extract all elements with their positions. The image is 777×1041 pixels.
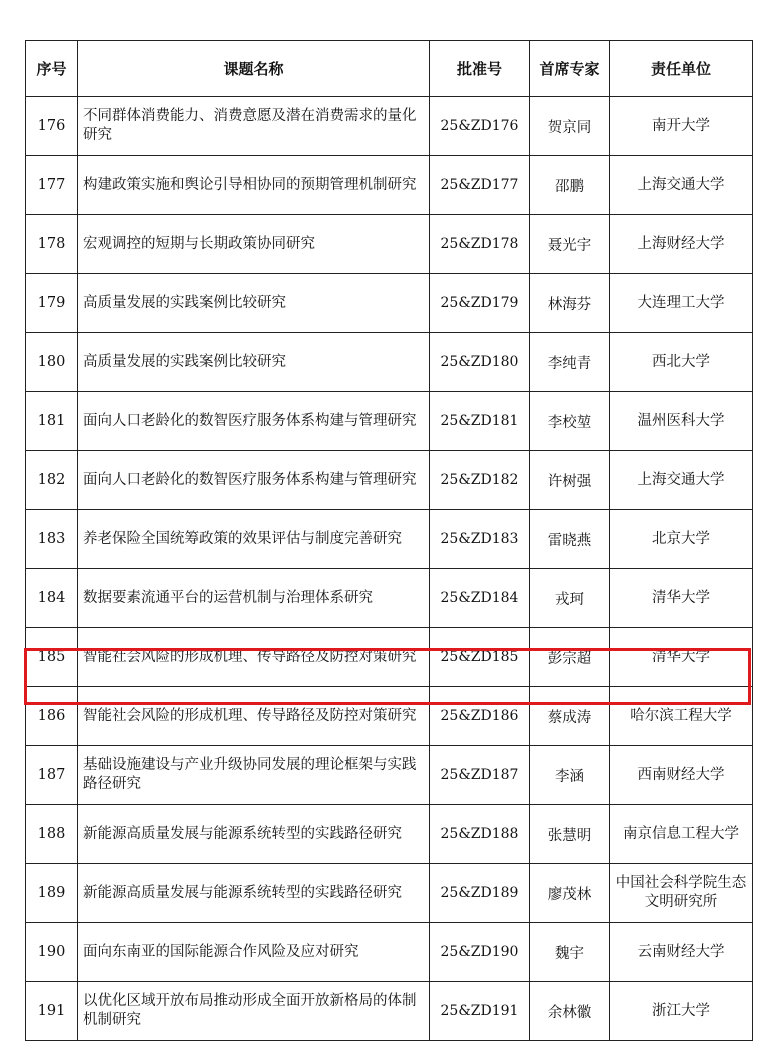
table-header-row (26, 41, 753, 97)
table-body (26, 97, 753, 1041)
cell-unit: 上海交通大学 (610, 156, 753, 215)
table-row (26, 451, 753, 510)
cell-title: 构建政策实施和舆论引导相协同的预期管理机制研究 (78, 156, 430, 215)
cell-code: 25&ZD177 (430, 156, 530, 215)
table-row (26, 746, 753, 805)
cell-expert: 林海芬 (530, 274, 610, 333)
table-row (26, 805, 753, 864)
cell-unit: 温州医科大学 (610, 392, 753, 451)
cell-expert: 雷晓燕 (530, 510, 610, 569)
cell-title: 数据要素流通平台的运营机制与治理体系研究 (78, 569, 430, 628)
cell-code: 25&ZD182 (430, 451, 530, 510)
cell-unit: 哈尔滨工程大学 (610, 687, 753, 746)
table-row (26, 982, 753, 1041)
cell-code: 25&ZD176 (430, 97, 530, 156)
table-row (26, 215, 753, 274)
cell-expert: 张慧明 (530, 805, 610, 864)
cell-unit: 浙江大学 (610, 982, 753, 1041)
cell-title: 高质量发展的实践案例比较研究 (78, 274, 430, 333)
cell-expert: 贺京同 (530, 97, 610, 156)
cell-expert: 余林徽 (530, 982, 610, 1041)
cell-code: 25&ZD179 (430, 274, 530, 333)
cell-code: 25&ZD188 (430, 805, 530, 864)
table-row (26, 687, 753, 746)
table-row (26, 569, 753, 628)
cell-no: 179 (26, 274, 78, 333)
cell-unit: 西北大学 (610, 333, 753, 392)
cell-title: 基础设施建设与产业升级协同发展的理论框架与实践路径研究 (78, 746, 430, 805)
cell-expert: 许树强 (530, 451, 610, 510)
cell-title: 面向东南亚的国际能源合作风险及应对研究 (78, 923, 430, 982)
cell-title: 面向人口老龄化的数智医疗服务体系构建与管理研究 (78, 392, 430, 451)
cell-expert: 聂光宇 (530, 215, 610, 274)
cell-title: 新能源高质量发展与能源系统转型的实践路径研究 (78, 805, 430, 864)
header-no: 序号 (26, 41, 78, 97)
cell-title: 养老保险全国统筹政策的效果评估与制度完善研究 (78, 510, 430, 569)
cell-title: 不同群体消费能力、消费意愿及潜在消费需求的量化研究 (78, 97, 430, 156)
cell-code: 25&ZD190 (430, 923, 530, 982)
cell-unit: 北京大学 (610, 510, 753, 569)
cell-no: 188 (26, 805, 78, 864)
cell-expert: 彭宗超 (530, 628, 610, 687)
cell-expert: 李涵 (530, 746, 610, 805)
cell-unit: 清华大学 (610, 628, 753, 687)
cell-no: 190 (26, 923, 78, 982)
cell-expert: 李纯青 (530, 333, 610, 392)
cell-expert: 邵鹏 (530, 156, 610, 215)
cell-expert: 戎珂 (530, 569, 610, 628)
cell-no: 185 (26, 628, 78, 687)
cell-code: 25&ZD189 (430, 864, 530, 923)
cell-code: 25&ZD185 (430, 628, 530, 687)
project-table (25, 40, 753, 1041)
cell-unit: 云南财经大学 (610, 923, 753, 982)
cell-title: 以优化区域开放布局推动形成全面开放新格局的体制机制研究 (78, 982, 430, 1041)
cell-code: 25&ZD187 (430, 746, 530, 805)
table-row (26, 510, 753, 569)
cell-unit: 中国社会科学院生态文明研究所 (610, 864, 753, 923)
table-row (26, 97, 753, 156)
cell-unit: 南京信息工程大学 (610, 805, 753, 864)
cell-title: 高质量发展的实践案例比较研究 (78, 333, 430, 392)
cell-no: 183 (26, 510, 78, 569)
cell-no: 189 (26, 864, 78, 923)
cell-title: 新能源高质量发展与能源系统转型的实践路径研究 (78, 864, 430, 923)
cell-code: 25&ZD180 (430, 333, 530, 392)
cell-no: 178 (26, 215, 78, 274)
cell-no: 191 (26, 982, 78, 1041)
cell-no: 181 (26, 392, 78, 451)
cell-no: 182 (26, 451, 78, 510)
table-row (26, 156, 753, 215)
header-title: 课题名称 (78, 41, 430, 97)
cell-no: 180 (26, 333, 78, 392)
cell-no: 176 (26, 97, 78, 156)
cell-title: 智能社会风险的形成机理、传导路径及防控对策研究 (78, 687, 430, 746)
cell-expert: 李校堃 (530, 392, 610, 451)
cell-expert: 蔡成涛 (530, 687, 610, 746)
header-expert: 首席专家 (530, 41, 610, 97)
cell-code: 25&ZD191 (430, 982, 530, 1041)
cell-unit: 清华大学 (610, 569, 753, 628)
cell-unit: 西南财经大学 (610, 746, 753, 805)
cell-expert: 魏宇 (530, 923, 610, 982)
cell-unit: 上海财经大学 (610, 215, 753, 274)
cell-title: 面向人口老龄化的数智医疗服务体系构建与管理研究 (78, 451, 430, 510)
cell-code: 25&ZD178 (430, 215, 530, 274)
header-unit: 责任单位 (610, 41, 753, 97)
cell-no: 184 (26, 569, 78, 628)
cell-no: 187 (26, 746, 78, 805)
header-code: 批准号 (430, 41, 530, 97)
table-row (26, 923, 753, 982)
cell-code: 25&ZD184 (430, 569, 530, 628)
table-row (26, 628, 753, 687)
cell-unit: 南开大学 (610, 97, 753, 156)
table-row (26, 333, 753, 392)
cell-title: 智能社会风险的形成机理、传导路径及防控对策研究 (78, 628, 430, 687)
cell-code: 25&ZD183 (430, 510, 530, 569)
cell-unit: 上海交通大学 (610, 451, 753, 510)
cell-unit: 大连理工大学 (610, 274, 753, 333)
cell-title: 宏观调控的短期与长期政策协同研究 (78, 215, 430, 274)
table-row (26, 392, 753, 451)
cell-no: 186 (26, 687, 78, 746)
cell-no: 177 (26, 156, 78, 215)
table-row (26, 274, 753, 333)
cell-expert: 廖茂林 (530, 864, 610, 923)
table-row (26, 864, 753, 923)
cell-code: 25&ZD186 (430, 687, 530, 746)
cell-code: 25&ZD181 (430, 392, 530, 451)
